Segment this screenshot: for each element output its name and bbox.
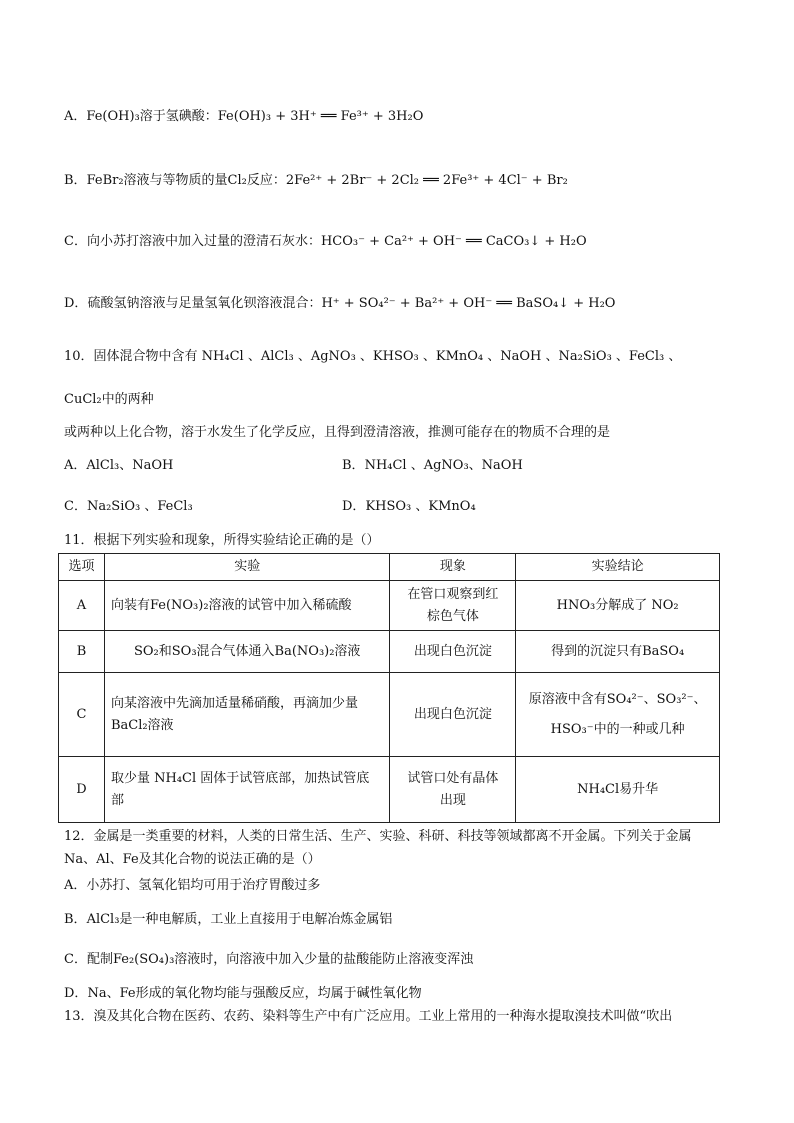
row-experiment: 向装有Fe(NO₃)₂溶液的试管中加入稀硫酸 (104, 581, 390, 631)
row-phenomenon: 试管口处有晶体 出现 (390, 757, 516, 823)
row-conclusion: 原溶液中含有SO₄²⁻、SO₃²⁻、 HSO₃⁻中的一种或几种 (516, 673, 720, 757)
q13-stem-line1: 13．溴及其化合物在医药、农药、染料等生产中有广泛应用。工业上常用的一种海水提取溴技术叫做“吹出 (64, 1009, 673, 1024)
q11-stem: 11．根据下列实验和现象，所得实验结论正确的是（） (64, 533, 380, 548)
q9-option-b: B．FeBr₂溶液与等物质的量Cl₂反应：2Fe²⁺ + 2Br⁻ + 2Cl₂ ══ 2Fe³⁺ + 4Cl⁻ + Br₂ (64, 173, 568, 188)
header-conclusion: 实验结论 (516, 554, 720, 581)
q9-option-d: D．硫酸氢钠溶液与足量氢氧化钡溶液混合：H⁺ + SO₄²⁻ + Ba²⁺ + OH⁻ ══ BaSO₄↓ + H₂O (64, 296, 616, 311)
table-row (59, 757, 720, 823)
row-option: C (59, 673, 105, 757)
row-conclusion: HNO₃分解成了 NO₂ (516, 581, 720, 631)
row-experiment: SO₂和SO₃混合气体通入Ba(NO₃)₂溶液 (104, 631, 390, 673)
q12-option-b: B．AlCl₃是一种电解质，工业上直接用于电解冶炼金属铝 (64, 912, 393, 927)
header-phenomenon: 现象 (390, 554, 516, 581)
row-phenomenon: 在管口观察到红 棕色气体 (390, 581, 516, 631)
q9-option-a: A．Fe(OH)₃溶于氢碘酸：Fe(OH)₃ + 3H⁺ ══ Fe³⁺ + 3H₂O (64, 109, 424, 124)
row-conclusion: NH₄Cl易升华 (516, 757, 720, 823)
row-experiment: 取少量 NH₄Cl 固体于试管底部，加热试管底 部 (104, 757, 390, 823)
q10-option-c: C．Na₂SiO₃ 、FeCl₃ (64, 499, 193, 514)
table-header-row (59, 554, 720, 581)
q10-option-d: D．KHSO₃ 、KMnO₄ (342, 499, 476, 514)
row-option: A (59, 581, 105, 631)
q10-option-a: A．AlCl₃、NaOH (64, 458, 174, 473)
row-phenomenon: 出现白色沉淀 (390, 631, 516, 673)
row-experiment: 向某溶液中先滴加适量稀硝酸，再滴加少量 BaCl₂溶液 (104, 673, 390, 757)
table-row (59, 673, 720, 757)
q10-option-b: B．NH₄Cl 、AgNO₃、NaOH (342, 458, 523, 473)
q12-stem-line2: Na、Al、Fe及其化合物的说法正确的是（） (64, 852, 321, 867)
q12-option-c: C．配制Fe₂(SO₄)₃溶液时，向溶液中加入少量的盐酸能防止溶液变浑浊 (64, 952, 474, 967)
table-row (59, 581, 720, 631)
q10-stem-line1: 10．固体混合物中含有 NH₄Cl 、AlCl₃ 、AgNO₃ 、KHSO₃ 、KMnO₄ 、NaOH 、Na₂SiO₃ 、FeCl₃ 、 (64, 349, 682, 364)
q11-table (58, 553, 720, 823)
table-row (59, 631, 720, 673)
header-option: 选项 (59, 554, 105, 581)
q12-option-a: A．小苏打、氢氧化铝均可用于治疗胃酸过多 (64, 878, 321, 893)
q12-option-d: D．Na、Fe形成的氧化物均能与强酸反应，均属于碱性氧化物 (64, 986, 422, 1001)
q9-option-c: C．向小苏打溶液中加入过量的澄清石灰水：HCO₃⁻ + Ca²⁺ + OH⁻ ══ CaCO₃↓ + H₂O (64, 234, 587, 249)
row-option: D (59, 757, 105, 823)
q10-stem-line3: 或两种以上化合物，溶于水发生了化学反应，且得到澄清溶液，推测可能存在的物质不合理的是 (64, 425, 611, 440)
header-experiment: 实验 (104, 554, 390, 581)
row-conclusion: 得到的沉淀只有BaSO₄ (516, 631, 720, 673)
q10-stem-line2: CuCl₂中的两种 (64, 392, 154, 407)
row-phenomenon: 出现白色沉淀 (390, 673, 516, 757)
row-option: B (59, 631, 105, 673)
q12-stem-line1: 12．金属是一类重要的材料，人类的日常生活、生产、实验、科研、科技等领域都离不开金属。下列关于金属 (64, 829, 692, 844)
